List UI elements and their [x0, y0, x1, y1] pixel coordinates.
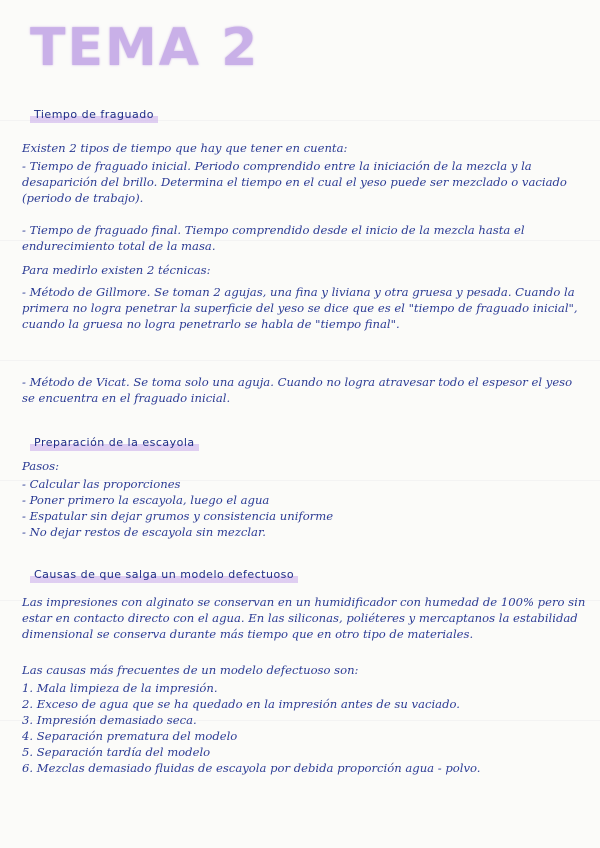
list-item: 5. Separación tardía del modelo	[22, 745, 211, 759]
section3-causes-intro: Las causas más frecuentes de un modelo defectuoso son:	[22, 663, 359, 677]
list-item: - No dejar restos de escayola sin mezclar.	[22, 525, 266, 539]
section1-intro: Existen 2 tipos de tiempo que hay que tener en cuenta:	[22, 141, 348, 155]
section1-item-final: - Tiempo de fraguado final. Tiempo comprendido desde el inicio de la mezcla hasta el endurecimiento total de la masa.	[22, 223, 525, 253]
list-item: 1. Mala limpieza de la impresión.	[22, 681, 218, 695]
section1-item-vicat: - Método de Vicat. Se toma solo una aguja. Cuando no logra atravesar todo el espesor el yeso se encuentra en el fraguado inicial.	[22, 375, 573, 405]
section-heading-fraguado: Tiempo de fraguado	[30, 108, 158, 123]
list-item: 3. Impresión demasiado seca.	[22, 713, 197, 727]
section3-paragraph: Las impresiones con alginato se conservan en un humidificador con humedad de 100% pero sin estar en contacto directo con el agua. En las siliconas, poliéteres y mercaptanos la estabilidad dimensional se conserva durante más tiempo que en otro tipo de materiales.	[22, 595, 586, 641]
list-item: - Espatular sin dejar grumos y consistencia uniforme	[22, 509, 334, 523]
section2-intro: Pasos:	[22, 459, 59, 473]
list-item: - Calcular las proporciones	[22, 477, 181, 491]
list-item: 6. Mezclas demasiado fluidas de escayola por debida proporción agua - polvo.	[22, 761, 481, 775]
list-item: - Poner primero la escayola, luego el agua	[22, 493, 270, 507]
section2-steps	[22, 476, 587, 540]
section1-item-inicial: - Tiempo de fraguado inicial. Periodo comprendido entre la iniciación de la mezcla y la desaparición del brillo. Determina el tiempo en el cual el yeso puede ser mezclado o vaciado (periodo de trabajo).	[22, 159, 567, 205]
section-heading-causas: Causas de que salga un modelo defectuoso	[30, 568, 298, 583]
section1-item-gillmore: - Método de Gillmore. Se toman 2 agujas, una fina y liviana y otra gruesa y pesada. Cuando la primera no logra penetrar la superficie del yeso se dice que es el "tiempo de fraguado inicial", cuando la gruesa no logra penetrarlo se habla de "tiempo final".	[22, 285, 578, 331]
page-title: TEMA 2	[30, 18, 260, 78]
section1-measure-intro: Para medirlo existen 2 técnicas:	[22, 263, 211, 277]
section3-causes-list	[22, 680, 587, 776]
section-heading-escayola: Preparación de la escayola	[30, 436, 199, 451]
list-item: 4. Separación prematura del modelo	[22, 729, 238, 743]
list-item: 2. Exceso de agua que se ha quedado en la impresión antes de su vaciado.	[22, 697, 460, 711]
